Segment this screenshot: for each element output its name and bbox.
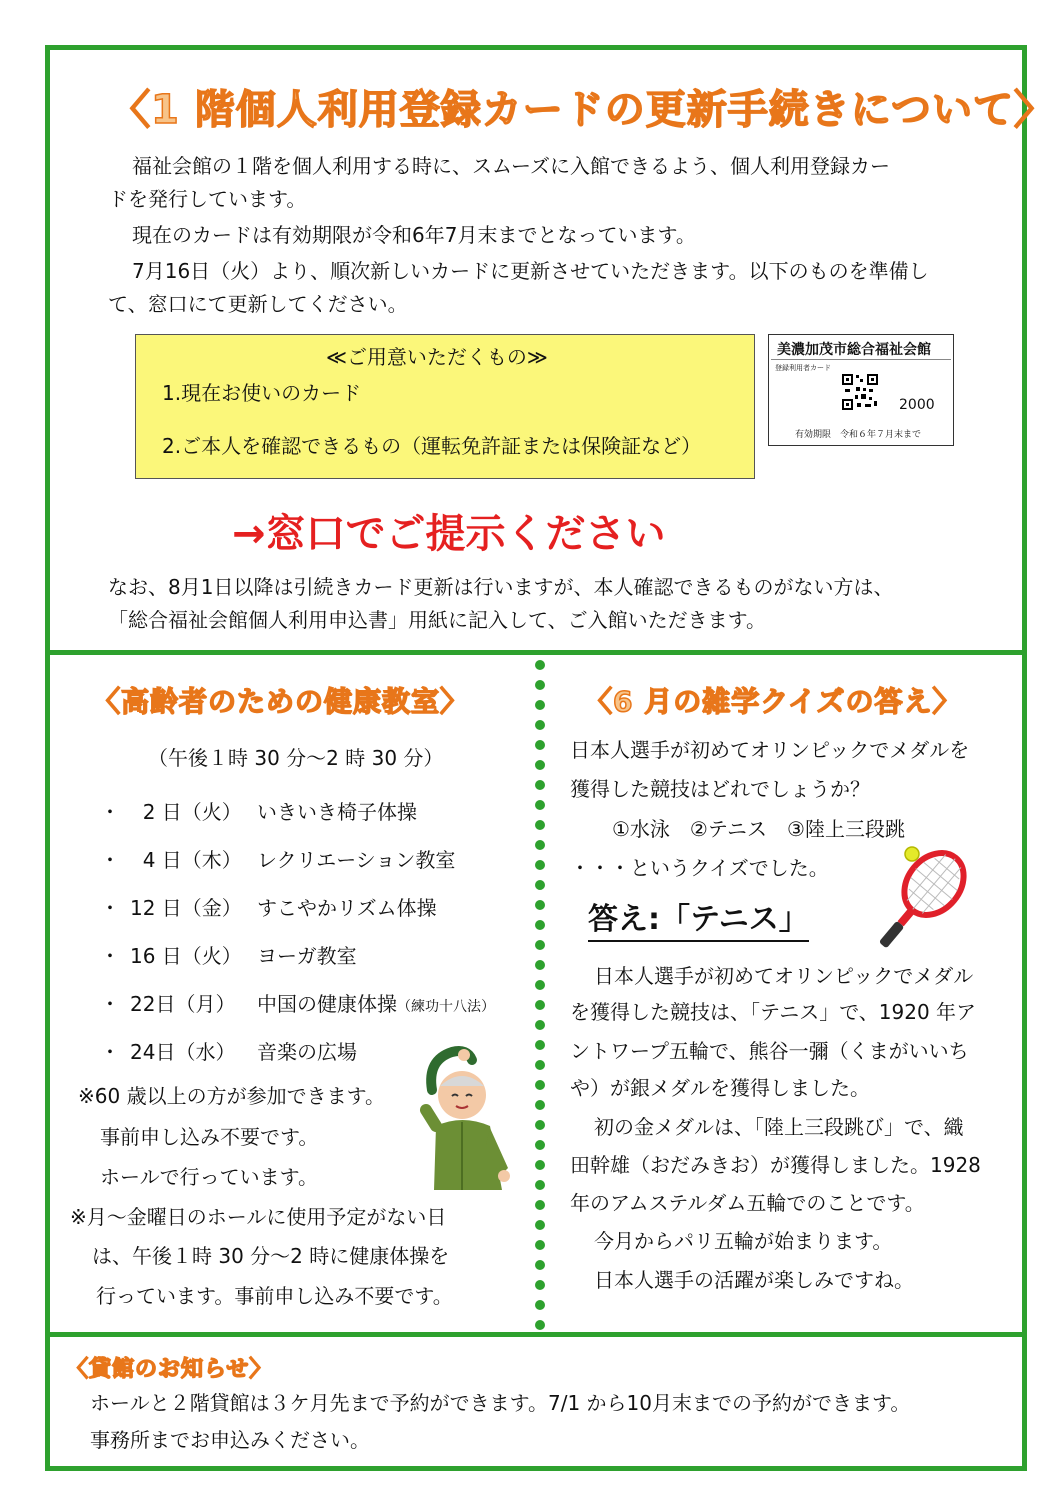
elderly-exercise-illustration (412, 1040, 522, 1190)
card-label: 登録利用者カード (775, 364, 831, 372)
question-line1: 日本人選手が初めてオリンピックでメダルを (570, 738, 970, 762)
para3-line1: 7月16日（火）より、順次新しいカードに更新させていただきます。以下のものを準備し (132, 259, 929, 283)
question-end: ・・・というクイズでした。 (570, 856, 829, 880)
note2-line1: ※月～金曜日のホールに使用予定がない日 (70, 1205, 447, 1229)
section1-title: 〈1 階個人利用登録カードの更新手続きについて〉 (110, 87, 1055, 133)
answer-line8: 今月からパリ五輪が始まります。 (594, 1229, 893, 1253)
answer-line9: 日本人選手の活躍が楽しみですね。 (594, 1268, 914, 1292)
note1-line3: ホールで行っています。 (100, 1165, 318, 1189)
prepare-box (135, 334, 755, 479)
answer-line4: や）が銀メダルを獲得しました。 (570, 1076, 870, 1100)
rental-line2: 事務所までお申込みください。 (90, 1428, 370, 1452)
quiz-answer-title: 〈6 月の雑学クイズの答え〉 (584, 685, 962, 718)
card-org: 美濃加茂市総合福祉会館 (777, 342, 931, 358)
rental-notice-title: 〈貸館のお知らせ〉 (66, 1357, 273, 1382)
note2-line3: 行っています。事前申し込み不要です。 (96, 1284, 453, 1308)
window-cta: →窓口でご提示ください (232, 511, 666, 557)
note2-line2: は、午後１時 30 分～2 時に健康体操を (92, 1244, 450, 1268)
answer-line6: 田幹雄（おだみきお）が獲得しました。1928 (570, 1153, 981, 1177)
para1-line1: 福祉会館の１階を個人利用する時に、スムーズに入館できるよう、個人利用登録カー (132, 154, 890, 178)
quiz-choices: ①水泳 ②テニス ③陸上三段跳 (612, 817, 905, 841)
note-line1: なお、8月1日以降は引続きカード更新は行いますが、本人確認できるものがない方は、 (108, 575, 894, 599)
card-validity: 有効期限 令和６年７月末まで (795, 430, 922, 440)
quiz-answer: 答え:「テニス」 (588, 900, 809, 942)
card-number: 2000 (899, 397, 935, 413)
prepare-item-1: 1.現在お使いのカード (162, 381, 362, 405)
para1-line2: ドを発行しています。 (108, 187, 307, 211)
answer-line1: 日本人選手が初めてオリンピックでメダル (594, 964, 974, 988)
tennis-racket-icon (862, 842, 974, 954)
section-divider-2 (45, 1332, 1027, 1337)
note1-line2: 事前申し込み不要です。 (100, 1125, 319, 1149)
qr-code-icon (841, 373, 879, 411)
dotted-divider (534, 660, 546, 1330)
para2: 現在のカードは有効期限が令和6年7月末までとなっています。 (132, 223, 696, 247)
para3-line2: て、窓口にて更新してください。 (108, 292, 408, 316)
answer-line3: ントワープ五輪で、熊谷一彌（くまがいいち (570, 1039, 969, 1063)
prepare-item-2: 2.ご本人を確認できるもの（運転免許証または保険証など） (162, 434, 702, 458)
question-line2: 獲得した競技はどれでしょうか？ (570, 777, 870, 801)
note1-line1: ※60 歳以上の方が参加できます。 (78, 1084, 385, 1108)
rental-line1: ホールと２階貸館は３ケ月先まで予約ができます。7/1 から10月末までの予約ができます。 (90, 1391, 911, 1415)
section-divider-1 (45, 650, 1027, 655)
answer-line5: 初の金メダルは、「陸上三段跳び」で、織 (594, 1115, 964, 1139)
class-time: （午後１時 30 分～2 時 30 分） (148, 746, 444, 770)
answer-line7: 年のアムステルダム五輪でのことです。 (570, 1191, 925, 1215)
note-line2: 「総合福祉会館個人利用申込書」用紙に記入して、ご入館いただきます。 (108, 608, 766, 632)
prepare-heading: ≪ご用意いただくもの≫ (326, 345, 548, 369)
sample-card-image (768, 334, 954, 446)
answer-line2: を獲得した競技は、「テニス」で、1920 年ア (570, 1000, 977, 1024)
health-class-title: 〈高齢者のための健康教室〉 (92, 685, 470, 718)
